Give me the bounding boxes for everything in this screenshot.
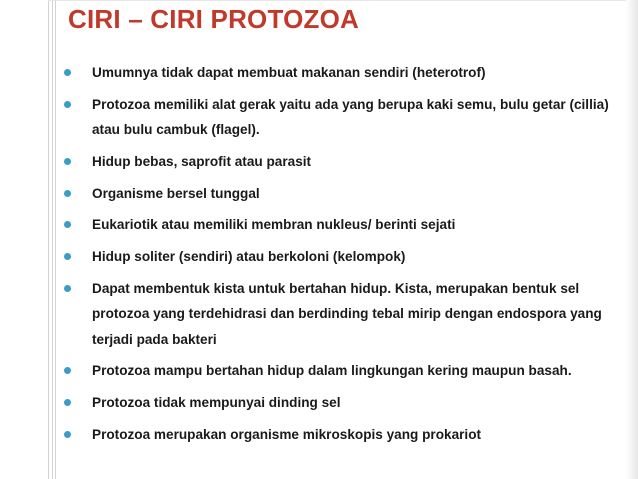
bullet-item [64,92,630,143]
bullet-text: Dapat membentuk kista untuk bertahan hidup. Kista, merupakan bentuk sel protozoa yang terdehidrasi dan berdinding tebal mirip dengan endospora yang terjadi pada bakteri [92,280,602,347]
bullet-text: Hidup soliter (sendiri) atau berkoloni (kelompok) [92,248,406,264]
bullet-item [64,390,630,416]
bullet-dot-icon [64,253,71,260]
bullet-dot-icon [64,101,71,108]
bullet-item [64,181,630,207]
bullet-dot-icon [64,221,71,228]
bullet-text: Protozoa tidak mempunyai dinding sel [92,395,341,410]
top-border-line [48,0,638,1]
left-border-line [52,0,53,479]
bullet-text: Protozoa merupakan organisme mikroskopis yang prokariot [92,426,482,442]
slide-title: CIRI – CIRI PROTOZOA [68,4,359,34]
bullet-item [64,358,630,384]
bullet-text: Hidup bebas, saprofit atau parasit [92,153,312,169]
left-border-line [55,0,56,479]
bullet-dot-icon [64,190,71,197]
bullet-item [64,276,630,353]
bullet-dot-icon [64,367,71,374]
left-border-line [48,0,49,479]
bullet-item [64,149,630,175]
bullet-list [64,60,630,453]
bullet-dot-icon [64,69,71,76]
bullet-text: Umumnya tidak dapat membuat makanan sendiri (heterotrof) [92,65,486,80]
bullet-text: Protozoa mampu bertahan hidup dalam lingkungan kering maupun basah. [92,363,572,379]
bullet-text: Organisme bersel tunggal [92,185,260,201]
bullet-dot-icon [64,285,71,292]
bullet-item [64,422,630,448]
bullet-item [64,60,630,86]
bullet-dot-icon [64,399,71,406]
bullet-dot-icon [64,431,71,438]
bullet-text: Eukariotik atau memiliki membran nukleus/ berinti sejati [92,217,456,233]
bullet-item [64,244,630,270]
bullet-dot-icon [64,158,71,165]
bullet-item [64,212,630,238]
bullet-text: Protozoa memiliki alat gerak yaitu ada yang berupa kaki semu, bulu getar (cillia) atau bulu cambuk (flagel). [92,96,609,138]
